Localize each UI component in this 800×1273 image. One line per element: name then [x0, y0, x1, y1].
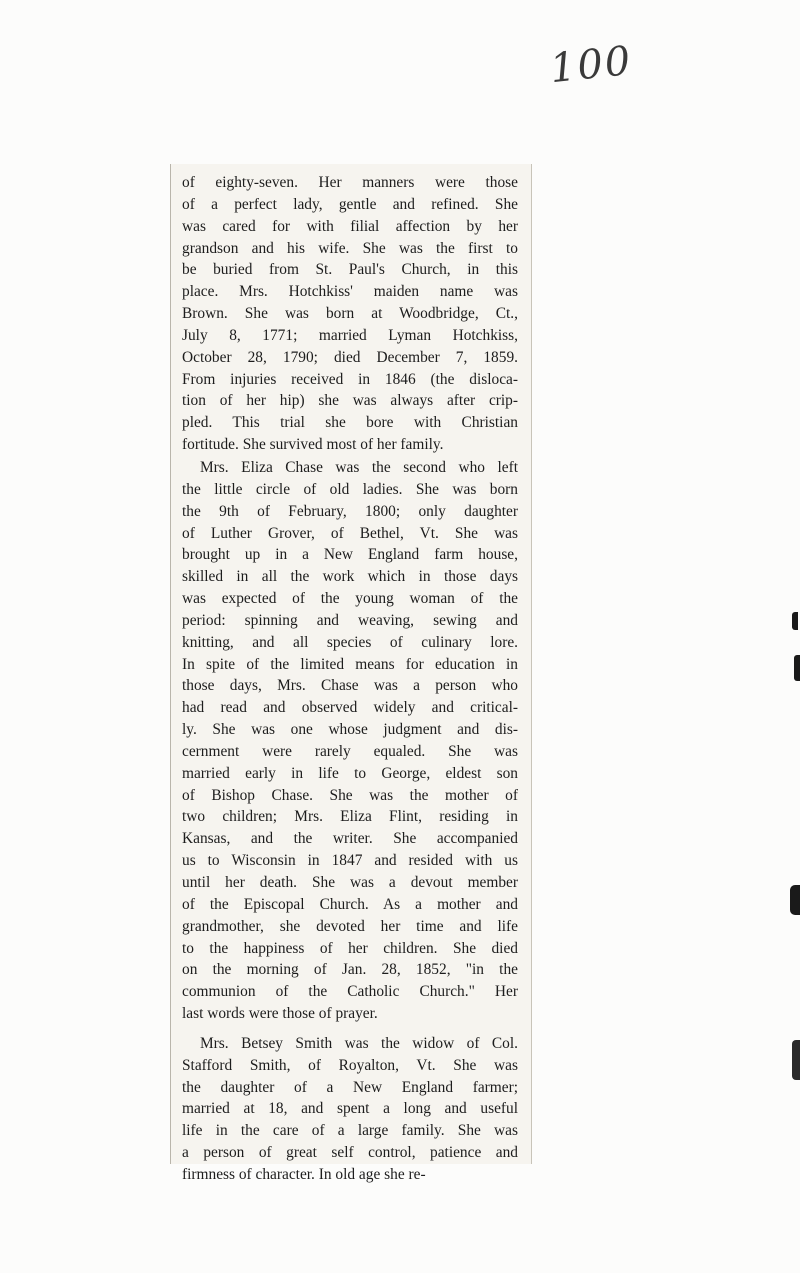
- text-line: on the morning of Jan. 28, 1852, "in the: [182, 961, 518, 979]
- handwritten-page-number: 100: [547, 37, 635, 93]
- article-column: [182, 172, 518, 1186]
- text-line: firmness of character. In old age she re-: [182, 1165, 426, 1183]
- text-line: us to Wisconsin in 1847 and resided with us: [182, 852, 518, 870]
- paragraph: [182, 172, 518, 456]
- text-line: the daughter of a New England farmer;: [182, 1078, 518, 1096]
- paragraph: [182, 457, 518, 1025]
- paragraph: [182, 1033, 518, 1186]
- text-line: was cared for with filial affection by her: [182, 217, 518, 235]
- text-line: ly. She was one whose judgment and dis-: [182, 721, 518, 739]
- binding-mark: [790, 885, 800, 915]
- text-line: pled. This trial she bore with Christian: [182, 414, 518, 432]
- text-line: Mrs. Betsey Smith was the widow of Col.: [200, 1034, 518, 1052]
- text-line: of a perfect lady, gentle and refined. She: [182, 195, 518, 213]
- text-line: Stafford Smith, of Royalton, Vt. She was: [182, 1056, 518, 1074]
- text-line: grandmother, she devoted her time and life: [182, 917, 518, 935]
- text-line: tion of her hip) she was always after crip-: [182, 392, 518, 410]
- text-line: had read and observed widely and critical-: [182, 699, 518, 717]
- text-line: the 9th of February, 1800; only daughter: [182, 502, 518, 520]
- text-line: In spite of the limited means for education in: [182, 655, 518, 673]
- text-line: fortitude. She survived most of her family.: [182, 436, 444, 454]
- text-line: a person of great self control, patience and: [182, 1144, 518, 1162]
- text-line: last words were those of prayer.: [182, 1005, 378, 1023]
- text-line: of Luther Grover, of Bethel, Vt. She was: [182, 524, 518, 542]
- text-line: to the happiness of her children. She died: [182, 939, 518, 957]
- text-line: communion of the Catholic Church." Her: [182, 983, 518, 1001]
- binding-mark: [792, 1040, 800, 1080]
- text-line: period: spinning and weaving, sewing and: [182, 611, 518, 629]
- text-line: of Bishop Chase. She was the mother of: [182, 786, 518, 804]
- text-line: skilled in all the work which in those days: [182, 568, 518, 586]
- binding-mark: [794, 655, 800, 681]
- text-line: of the Episcopal Church. As a mother and: [182, 895, 518, 913]
- text-line: From injuries received in 1846 (the disloca-: [182, 370, 518, 388]
- text-line: cernment were rarely equaled. She was: [182, 742, 518, 760]
- text-line: two children; Mrs. Eliza Flint, residing in: [182, 808, 518, 826]
- text-line: knitting, and all species of culinary lore.: [182, 633, 518, 651]
- text-line: those days, Mrs. Chase was a person who: [182, 677, 518, 695]
- text-line: grandson and his wife. She was the first to: [182, 239, 518, 257]
- text-line: brought up in a New England farm house,: [182, 546, 518, 564]
- paragraph-gap: [182, 1025, 518, 1033]
- text-line: until her death. She was a devout member: [182, 874, 518, 891]
- text-line: life in the care of a large family. She was: [182, 1122, 518, 1140]
- text-line: was expected of the young woman of the: [182, 590, 518, 608]
- text-line: be buried from St. Paul's Church, in this: [182, 261, 518, 279]
- text-line: Kansas, and the writer. She accompanied: [182, 830, 518, 848]
- text-line: Brown. She was born at Woodbridge, Ct.,: [182, 305, 518, 323]
- text-line: July 8, 1771; married Lyman Hotchkiss,: [182, 326, 518, 344]
- text-line: of eighty-seven. Her manners were those: [182, 174, 518, 191]
- text-line: married early in life to George, eldest son: [182, 764, 518, 782]
- binding-mark: [792, 612, 798, 630]
- text-line: Mrs. Eliza Chase was the second who left: [200, 458, 518, 476]
- text-line: place. Mrs. Hotchkiss' maiden name was: [182, 283, 518, 301]
- text-line: October 28, 1790; died December 7, 1859.: [182, 348, 518, 366]
- text-line: the little circle of old ladies. She was born: [182, 480, 518, 498]
- text-line: married at 18, and spent a long and useful: [182, 1100, 518, 1118]
